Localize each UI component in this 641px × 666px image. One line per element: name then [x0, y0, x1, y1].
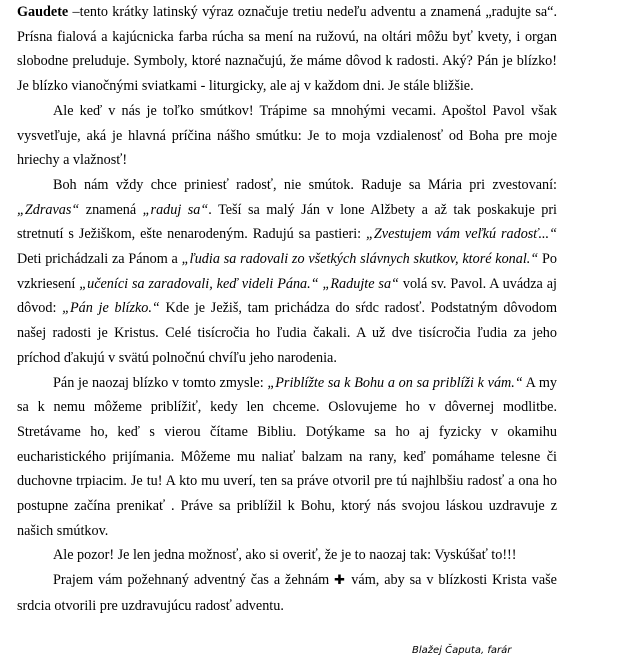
p3-quote-4: „ľudia sa radovali zo všetkých slávnych skutkov, ktoré konal.“	[181, 251, 539, 268]
p3-quote-7: „Pán je blízko.“	[62, 300, 160, 317]
p3-text-3: . Teší sa malý Ján v lone Alžbety a až tak poskakuje pri stretnutí s Ježiškom, ešte nenarodeným. Radujú sa pastieri:	[17, 201, 558, 243]
p6-text-1: Prajem vám požehnaný adventný čas a žehnám	[53, 572, 335, 589]
paragraph-1	[17, 0, 557, 99]
p4-quote-1: „Priblížte sa k Bohu a on sa priblíži k vám.“	[267, 374, 523, 391]
paragraph-1-text: –tento krátky latinský výraz označuje tretiu nedeľu adventu a znamená „radujte sa“. Prísna fialová a kajúcnicka farba rúcha sa mení na ružovú, na oltári môžu byť kvety, i organ slobodne preluduje. Symboly, ktoré naznačujú, že máme dôvod k radosti. Aký? Pán je blízko! Je blízko vianočnými sviatkami - liturgicky, ale aj v každom dni. Je stále bližšie.	[17, 4, 557, 95]
p6-text-2: vám, aby sa v blízkosti Krista vaše srdcia otvorili pre uzdravujúcu radosť adventu.	[17, 572, 557, 614]
p3-text-4: Deti prichádzali za Pánom a	[17, 251, 182, 268]
p3-quote-1: „Zdravas“	[17, 201, 80, 218]
p3-quote-3: „Zvestujem vám veľkú radosť...“	[366, 226, 557, 243]
paragraph-5: Ale pozor! Je len jedna možnosť, ako si overiť, že je to naozaj tak: Vyskúšať to!!!	[53, 547, 517, 564]
p3-text-8: Kde je Ježiš, tam prichádza do sŕdc radosť. Podstatným dôvodom našej radosti je Kristus. Celé tisícročia ho ľudia čakali. A už dve tisícročia ľudia za jeho príchod ďakujú v svätú polnočnú chvíľu jeho narodenia.	[17, 300, 557, 366]
document-body	[17, 0, 557, 619]
paragraph-4	[17, 371, 557, 544]
p3-quote-6: „Radujte sa“	[322, 275, 399, 292]
cross-icon: ✚	[334, 573, 347, 589]
p3-text-7: volá sv. Pavol. A uvádza aj dôvod:	[17, 275, 557, 317]
p3-quote-2: „raduj sa“	[142, 201, 209, 218]
p4-text-1: Pán je naozaj blízko v tomto zmysle:	[53, 374, 268, 391]
paragraph-6	[17, 568, 557, 618]
p3-text-5: Po vzkriesení	[17, 251, 558, 292]
paragraph-3	[17, 173, 557, 371]
p3-text-1: Boh nám vždy chce priniesť radosť, nie smútok. Raduje sa Mária pri zvestovaní:	[53, 176, 557, 193]
paragraph-2: Ale keď v nás je toľko smútkov! Trápime sa mnohými vecami. Apoštol Pavol však vysvetľuje, aká je hlavná príčina nášho smútku: Je to moja vzdialenosť od Boha pre moje hriechy a vlažnosť!	[17, 102, 557, 169]
p3-text-2: znamená	[79, 201, 143, 218]
gaudete-word: Gaudete	[17, 4, 69, 20]
p3-quote-5: „učeníci sa zaradovali, keď videli Pána.“	[79, 275, 319, 292]
signature: Blažej Čaputa, farár	[412, 645, 512, 656]
p4-text-2: A my sa k nemu môžeme priblížiť, kedy len chceme. Oslovujeme ho v dôvernej modlitbe. Stretávame ho, keď s vierou čítame Bibliu. Dotýkame sa ho aj fyzicky v okamihu eucharistického prijímania. Môžeme mu naliať balzam na rany, keď pomáhame telesne či duchovne trpiacim. Je tu! A kto mu uverí, ten sa práve otvoril pre tú najhlbšiu radosť a ona ho postupne začína prenikať . Práve sa priblížil k Bohu, ktorý nás svojou láskou uzdravuje z našich smútkov.	[17, 374, 557, 539]
